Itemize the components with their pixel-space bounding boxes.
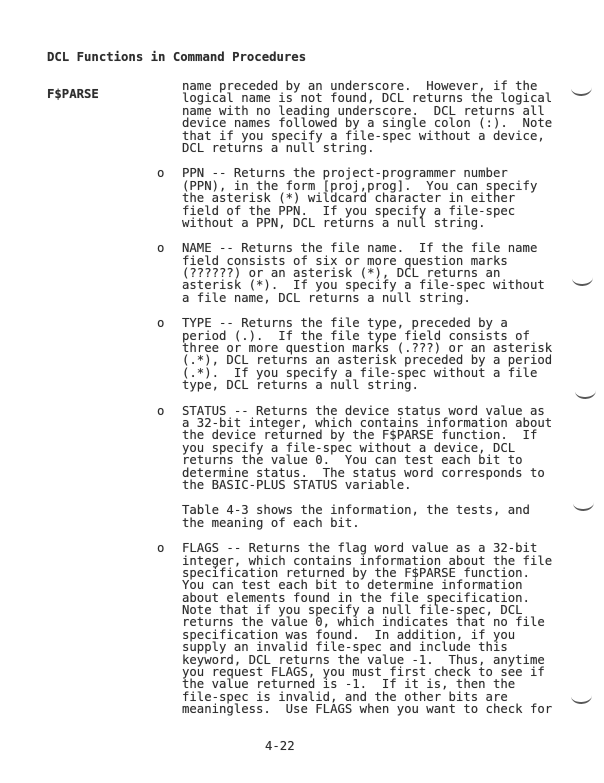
text-line: a file name, DCL returns a null string. xyxy=(182,290,471,305)
bullet-item-type xyxy=(157,316,567,393)
paragraph xyxy=(182,504,567,529)
text-line: three or more question marks (.???) or an asterisk xyxy=(182,341,553,356)
text-line: file-spec is invalid, and the other bits are xyxy=(182,689,508,704)
text-line: the device returned by the F$PARSE function. If xyxy=(182,428,538,443)
text-line: without a PPN, DCL returns a null string. xyxy=(182,215,486,230)
text-line: about elements found in the file specification. xyxy=(182,590,530,605)
text-line: that if you specify a file-spec without a device, xyxy=(182,128,545,143)
text-line: name with no leading underscore. DCL returns all xyxy=(182,103,545,118)
text-line: DCL returns a null string. xyxy=(182,140,375,155)
page-number: 4-22 xyxy=(265,739,295,753)
bullet-item-flags xyxy=(157,541,567,717)
margin-tick-mark xyxy=(573,502,594,512)
text-line: device names followed by a single colon (:). Note xyxy=(182,116,553,131)
text-line: field of the PPN. If you specify a file-spec xyxy=(182,203,516,218)
text-line: (.*), DCL returns an asterisk preceded by a period xyxy=(182,353,553,368)
page-header-title: DCL Functions in Command Procedures xyxy=(47,49,307,64)
bullet-marker: o xyxy=(157,166,165,181)
text-line: you request FLAGS, you must first check to see if xyxy=(182,665,545,680)
paragraph xyxy=(182,80,567,154)
text-line: supply an invalid file-spec and include this xyxy=(182,640,508,655)
text-line: Note that if you specify a null file-spec, DCL xyxy=(182,603,523,618)
text-line: the meaning of each bit. xyxy=(182,515,360,530)
text-line: (PPN), in the form [proj,prog]. You can specify xyxy=(182,178,538,193)
text-line: NAME -- Returns the file name. If the file name xyxy=(182,241,538,256)
text-line: (.*). If you specify a file-spec without a file xyxy=(182,365,538,380)
margin-tick-mark xyxy=(575,390,596,400)
text-line: name preceded by an underscore. However, if the xyxy=(182,79,538,93)
margin-tick-mark xyxy=(571,87,592,97)
text-line: period (.). If the file type field consists of xyxy=(182,328,530,343)
text-line: field consists of six or more question marks xyxy=(182,253,508,268)
text-line: FLAGS -- Returns the flag word value as a 32-bit xyxy=(182,541,538,556)
bullet-item-status xyxy=(157,403,567,492)
margin-tick-mark xyxy=(572,277,593,287)
bullet-marker: o xyxy=(157,541,165,556)
bullet-marker: o xyxy=(157,403,165,418)
text-line: asterisk (*). If you specify a file-spec without xyxy=(182,278,545,293)
text-line: the asterisk (*) wildcard character in either xyxy=(182,191,516,206)
page-body xyxy=(157,79,567,729)
text-line: integer, which contains information about the file xyxy=(182,553,553,568)
text-line: a 32-bit integer, which contains information about xyxy=(182,415,553,430)
text-line: specification was found. In addition, if you xyxy=(182,627,516,642)
text-line: you specify a file-spec without a device, DCL xyxy=(182,440,516,455)
text-line: keyword, DCL returns the value -1. Thus, anytime xyxy=(182,652,545,667)
text-line: the value returned is -1. If it is, then the xyxy=(182,677,516,692)
margin-tick-mark xyxy=(571,695,592,705)
text-line: You can test each bit to determine information xyxy=(182,578,523,593)
text-line: specification returned by the F$PARSE function. xyxy=(182,565,530,580)
text-line: PPN -- Returns the project-programmer number xyxy=(182,166,508,181)
text-line: (??????) or an asterisk (*), DCL returns an xyxy=(182,266,501,281)
text-line: meaningless. Use FLAGS when you want to check for xyxy=(182,702,553,717)
text-line: Table 4-3 shows the information, the tests, and xyxy=(182,503,530,518)
page-header-subtitle: F$PARSE xyxy=(47,87,99,102)
bullet-marker: o xyxy=(157,241,165,256)
text-line: logical name is not found, DCL returns the logical xyxy=(182,91,553,106)
text-line: determine status. The status word corresponds to xyxy=(182,465,545,480)
text-line: returns the value 0, which indicates that no file xyxy=(182,615,545,630)
text-line: type, DCL returns a null string. xyxy=(182,378,419,393)
text-line: TYPE -- Returns the file type, preceded by a xyxy=(182,316,508,331)
bullet-item-name xyxy=(157,241,567,305)
text-line: returns the value 0. You can test each bit to xyxy=(182,453,523,468)
text-line: STATUS -- Returns the device status word value as xyxy=(182,403,545,418)
bullet-marker: o xyxy=(157,316,165,331)
bullet-item-ppn xyxy=(157,166,567,230)
text-line: the BASIC-PLUS STATUS variable. xyxy=(182,477,412,492)
